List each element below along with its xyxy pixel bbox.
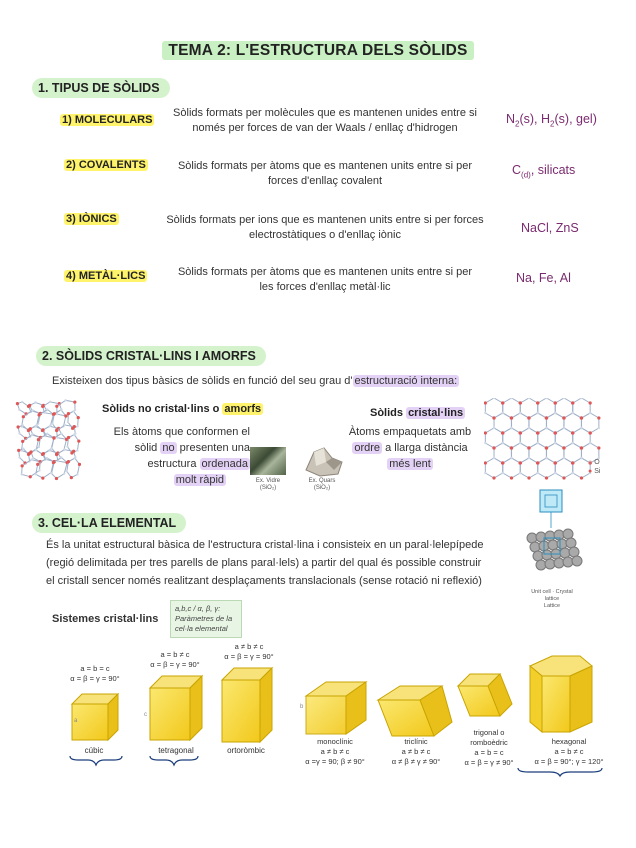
type-example-metalics: Na, Fe, Al <box>516 271 571 285</box>
cubic-cell <box>72 694 118 740</box>
section-heading-cristallins: 2. SÒLIDS CRISTAL·LINS I AMORFS <box>36 346 266 366</box>
tetragonal-name: tetragonal <box>158 746 194 755</box>
monoclinic-cell <box>306 682 366 734</box>
quartz-photo-caption: Ex. Quars (SiO₂) <box>308 478 336 491</box>
crystalline-structure-figure <box>484 398 602 480</box>
crystal-legend: ○ O ● Si <box>588 459 601 475</box>
hexagonal-label: hexagonal a = b ≠ c α = β = 90°; γ = 120° <box>534 737 604 766</box>
triclinic-cell <box>378 686 452 736</box>
cubic-name: cúbic <box>84 746 104 755</box>
orthorhombic-name: ortoròmbic <box>227 746 265 755</box>
axis-label-b: b <box>300 704 304 710</box>
tetragonal-params: a = b ≠ c α = β = γ = 90° <box>150 650 200 669</box>
type-label-covalents: 2) COVALENTS <box>66 159 146 171</box>
type-example-covalents: $C_{(d)}$, silicats <box>512 163 576 180</box>
type-label-ionics: 3) IÒNICS <box>66 213 117 225</box>
type-desc-ionics: Sòlids formats per ions que es mantenen units entre si per forces electrostàtiques o d'enllaç iònic <box>166 214 484 241</box>
brace-cubic <box>70 756 122 765</box>
amorphous-structure-figure <box>14 398 96 488</box>
brace-hexagonal <box>518 768 602 776</box>
hexagonal-cell <box>530 656 592 732</box>
trigonal-label: trigonal o romboèdric a = b = c α = β = γ ≠ 90° <box>464 728 514 767</box>
type-example-moleculars: $N_2(s)$, $H_2(s)$, gel) <box>506 112 597 129</box>
systems-label: Sistemes cristal·lins <box>52 613 159 625</box>
amorph-heading: Sòlids no cristal·lins o amorfs <box>102 403 262 415</box>
triclinic-label: triclínic a ≠ b ≠ c α ≠ β ≠ γ ≠ 90° <box>391 737 441 766</box>
type-desc-covalents: Sòlids formats per àtoms que es mantenen units entre si per forces d'enllaç covalent <box>177 160 473 187</box>
glass-photo <box>250 447 286 475</box>
type-label-moleculars: 1) MOLECULARS <box>62 114 153 126</box>
type-example-ionics: NaCl, ZnS <box>521 221 579 235</box>
section-heading-cella: 3. CEL·LA ELEMENTAL <box>32 513 186 533</box>
tetragonal-cell <box>150 676 202 740</box>
glass-photo-caption: Ex. Vidre (SiO₂) <box>255 478 281 491</box>
cryst-description: Àtoms empaquetats amb ordre a llarga distància més lent <box>348 426 472 470</box>
parameters-note: a,b,c / α, β, γ: Paràmetres de la cel·la elemental <box>170 600 242 638</box>
amorph-description: Els àtoms que conformen el sòlid no presenten una estructura ordenada molt ràpid <box>113 426 250 486</box>
unit-cell-lattice-figure <box>520 488 584 588</box>
type-label-metalics: 4) METÀL·LICS <box>66 270 146 282</box>
section2-intro: Existeixen dos tipus bàsics de sòlids en funció del seu grau d' estructuració interna: <box>52 375 458 387</box>
type-desc-metalics: Sòlids formats per àtoms que es mantenen units entre si per les forces d'enllaç metàl·lic <box>177 266 473 293</box>
monoclinic-label: monoclínic a ≠ b ≠ c α =γ = 90; β ≠ 90° <box>305 737 365 766</box>
section3-paragraph: És la unitat estructural bàsica de l'estructura cristal·lina i consisteix en un paral·lelepípede (regió delimitada per tres parells de plans paral·lels) a partir del qual és possible construir el cristall sencer només realitzant desplaçaments translacionals (sense rotació ni reflexió) <box>46 539 484 587</box>
page-title: TEMA 2: L'ESTRUCTURA DELS SÒLIDS <box>0 42 636 60</box>
cryst-heading: Sòlids cristal·lins <box>370 407 464 419</box>
cubic-params: a = b = c α = β = γ = 90° <box>70 664 120 683</box>
lattice-caption: Unit cell · Crystal lattice Lattice <box>531 589 573 609</box>
trigonal-cell <box>458 674 512 716</box>
orthorhombic-params: a ≠ b ≠ c α = β = γ = 90° <box>224 642 274 661</box>
section-heading-tipus: 1. TIPUS DE SÒLIDS <box>32 78 170 98</box>
axis-label-c: c <box>144 712 147 718</box>
axis-label-a: a <box>74 718 78 724</box>
type-desc-moleculars: Sòlids formats per molècules que es mantenen unides entre si només per forces de van der Waals / enllaç d'hidrogen <box>173 107 477 134</box>
brace-tetragonal <box>150 756 198 765</box>
orthorhombic-cell <box>222 668 272 742</box>
